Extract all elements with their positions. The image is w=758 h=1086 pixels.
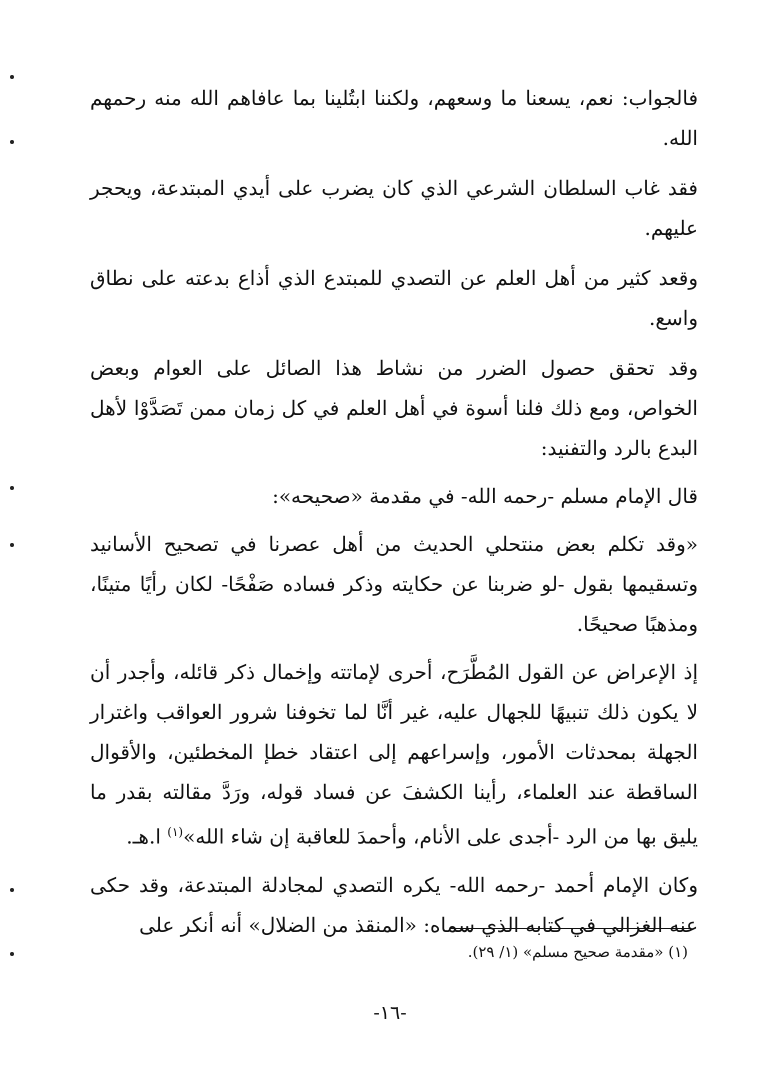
paragraph-quote-2 [90,652,698,857]
citation-end: ا.هـ. [126,824,161,849]
scan-speck [10,75,14,79]
paragraph-muslim-intro: قال الإمام مسلم -رحمه الله- في مقدمة «صحيحه»: [272,484,698,508]
footnote: (١) «مقدمة صحيح مسلم» (١/ ٢٩). [467,943,688,961]
paragraph-answer: فالجواب: نعم، يسعنا ما وسعهم، ولكننا ابتُلينا بما عافاهم الله منه رحمهم الله. [90,86,698,150]
scan-speck [10,486,14,490]
quote-2-text: إذ الإعراض عن القول المُطَّرَح، أحرى لإماتته وإخمال ذكر قائله، وأجدر أن لا يكون ذلك تنبيهًا للجهال عليه، غير أنَّا لما تخوفنا شرور العواقب واغترار الجهلة بمحدثات الأمور، وإسراعهم إلى اعتقاد خطإ المخطئين، والأقوال الساقطة عند العلماء، رأينا الكشفَ عن فساد قوله، ورَدَّ مقالته بقدر ما يليق بها من الرد -أجدى على الأنام، وأحمدَ للعاقبة إن شاء الله» [90,660,698,849]
footnote-reference: (١) [167,825,184,839]
paragraph-ahmad: وكان الإمام أحمد -رحمه الله- يكره التصدي لمجادلة المبتدعة، وقد حكى عنه الغزالي في كتابه الذي سماه: «المنقذ من الضلال» أنه أنكر على [90,872,698,937]
page-number: -١٦- [373,1002,407,1024]
scan-speck [10,888,14,892]
paragraph-scholars: وقعد كثير من أهل العلم عن التصدي للمبتدع الذي أذاع بدعته على نطاق واسع. [90,266,698,330]
paragraph-sultan: فقد غاب السلطان الشرعي الذي كان يضرب على أيدي المبتدعة، ويحجر عليهم. [90,176,698,240]
paragraph-quote-1: «وقد تكلم بعض منتحلي الحديث من أهل عصرنا في تصحيح الأسانيد وتسقيمها بقول -لو ضربنا عن حكايته وذكر فساده صَفْحًا- لكان رأيًا متينًا، ومذهبًا صحيحًا. [90,532,698,636]
paragraph-harm: وقد تحقق حصول الضرر من نشاط هذا الصائل على العوام وبعض الخواص، ومع ذلك فلنا أسوة في أهل العلم في كل زمان ممن تَصَدَّوْا لأهل البدع بالرد والتفنيد: [90,356,698,460]
main-text [90,78,698,945]
footnote-separator [450,928,690,929]
scan-speck [10,543,14,547]
scan-speck [10,952,14,956]
scan-speck [10,140,14,144]
